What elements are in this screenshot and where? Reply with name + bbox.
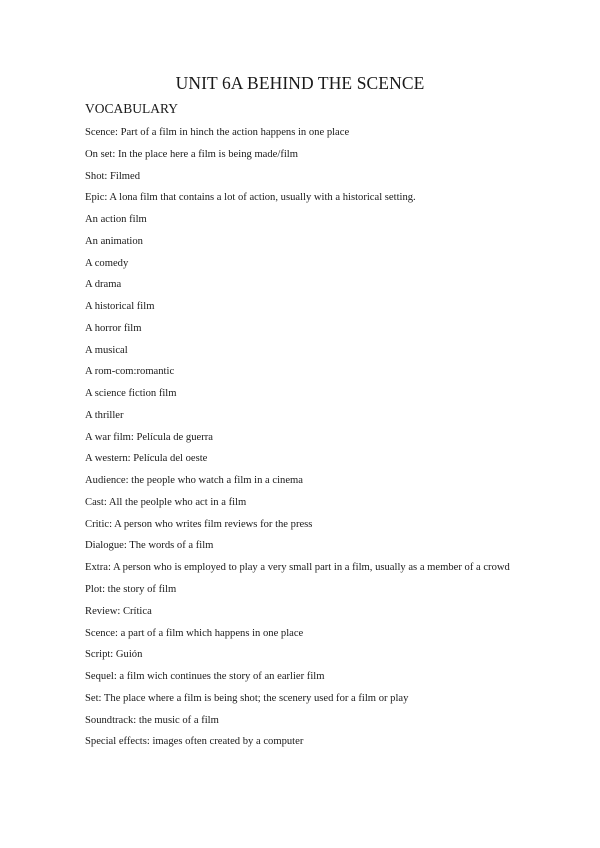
vocabulary-entry: Shot: Filmed <box>85 170 141 182</box>
vocabulary-entry: An animation <box>85 235 143 247</box>
vocabulary-entry: Script: Guión <box>85 649 143 661</box>
vocabulary-entry: A war film: Película de guerra <box>85 431 213 443</box>
vocabulary-entry: A thriller <box>85 409 124 421</box>
vocabulary-entry: Extra: A person who is employed to play a very small part in a film, usually as a member of a crowd <box>85 562 510 573</box>
vocabulary-entry: Soundtrack: the music of a film <box>85 714 219 726</box>
vocabulary-entry: Sequel: a film wich continues the story of an earlier film <box>85 671 325 682</box>
vocabulary-entry: A drama <box>85 279 122 291</box>
vocabulary-entry: On set: In the place here a film is being made/film <box>85 148 298 160</box>
vocabulary-list <box>85 126 525 757</box>
vocabulary-entry: An action film <box>85 214 147 225</box>
page-title: UNIT 6A BEHIND THE SCENCE <box>175 73 425 93</box>
vocabulary-entry: A rom-com:romantic <box>85 366 175 378</box>
vocabulary-entry: A musical <box>85 344 128 356</box>
vocabulary-entry: Scence: Part of a film in hinch the action happens in one place <box>85 127 350 138</box>
vocabulary-entry: A horror film <box>85 322 142 334</box>
vocabulary-entry: A western: Película del oeste <box>85 453 208 465</box>
vocabulary-entry: Set: The place where a film is being shot; the scenery used for a film or play <box>85 692 409 704</box>
vocabulary-entry: Plot: the story of film <box>85 584 177 595</box>
vocabulary-entry: Cast: All the peolple who act in a film <box>85 496 247 508</box>
vocabulary-entry: Audience: the people who watch a film in a cinema <box>85 475 303 486</box>
vocabulary-entry: Scence: a part of a film which happens in one place <box>85 627 304 639</box>
vocabulary-entry: Review: Crítica <box>85 605 152 617</box>
vocabulary-entry: A comedy <box>85 257 129 269</box>
vocabulary-entry: A historical film <box>85 301 155 312</box>
vocabulary-entry: A science fiction film <box>85 388 177 399</box>
section-heading: VOCABULARY <box>85 101 179 116</box>
vocabulary-entry: Dialogue: The words of a film <box>85 540 214 552</box>
vocabulary-entry: Critic: A person who writes film reviews for the press <box>85 518 313 530</box>
vocabulary-entry: Epic: A lona film that contains a lot of action, usually with a historical setting. <box>85 192 416 204</box>
vocabulary-entry: Special effects: images often created by a computer <box>85 736 304 748</box>
